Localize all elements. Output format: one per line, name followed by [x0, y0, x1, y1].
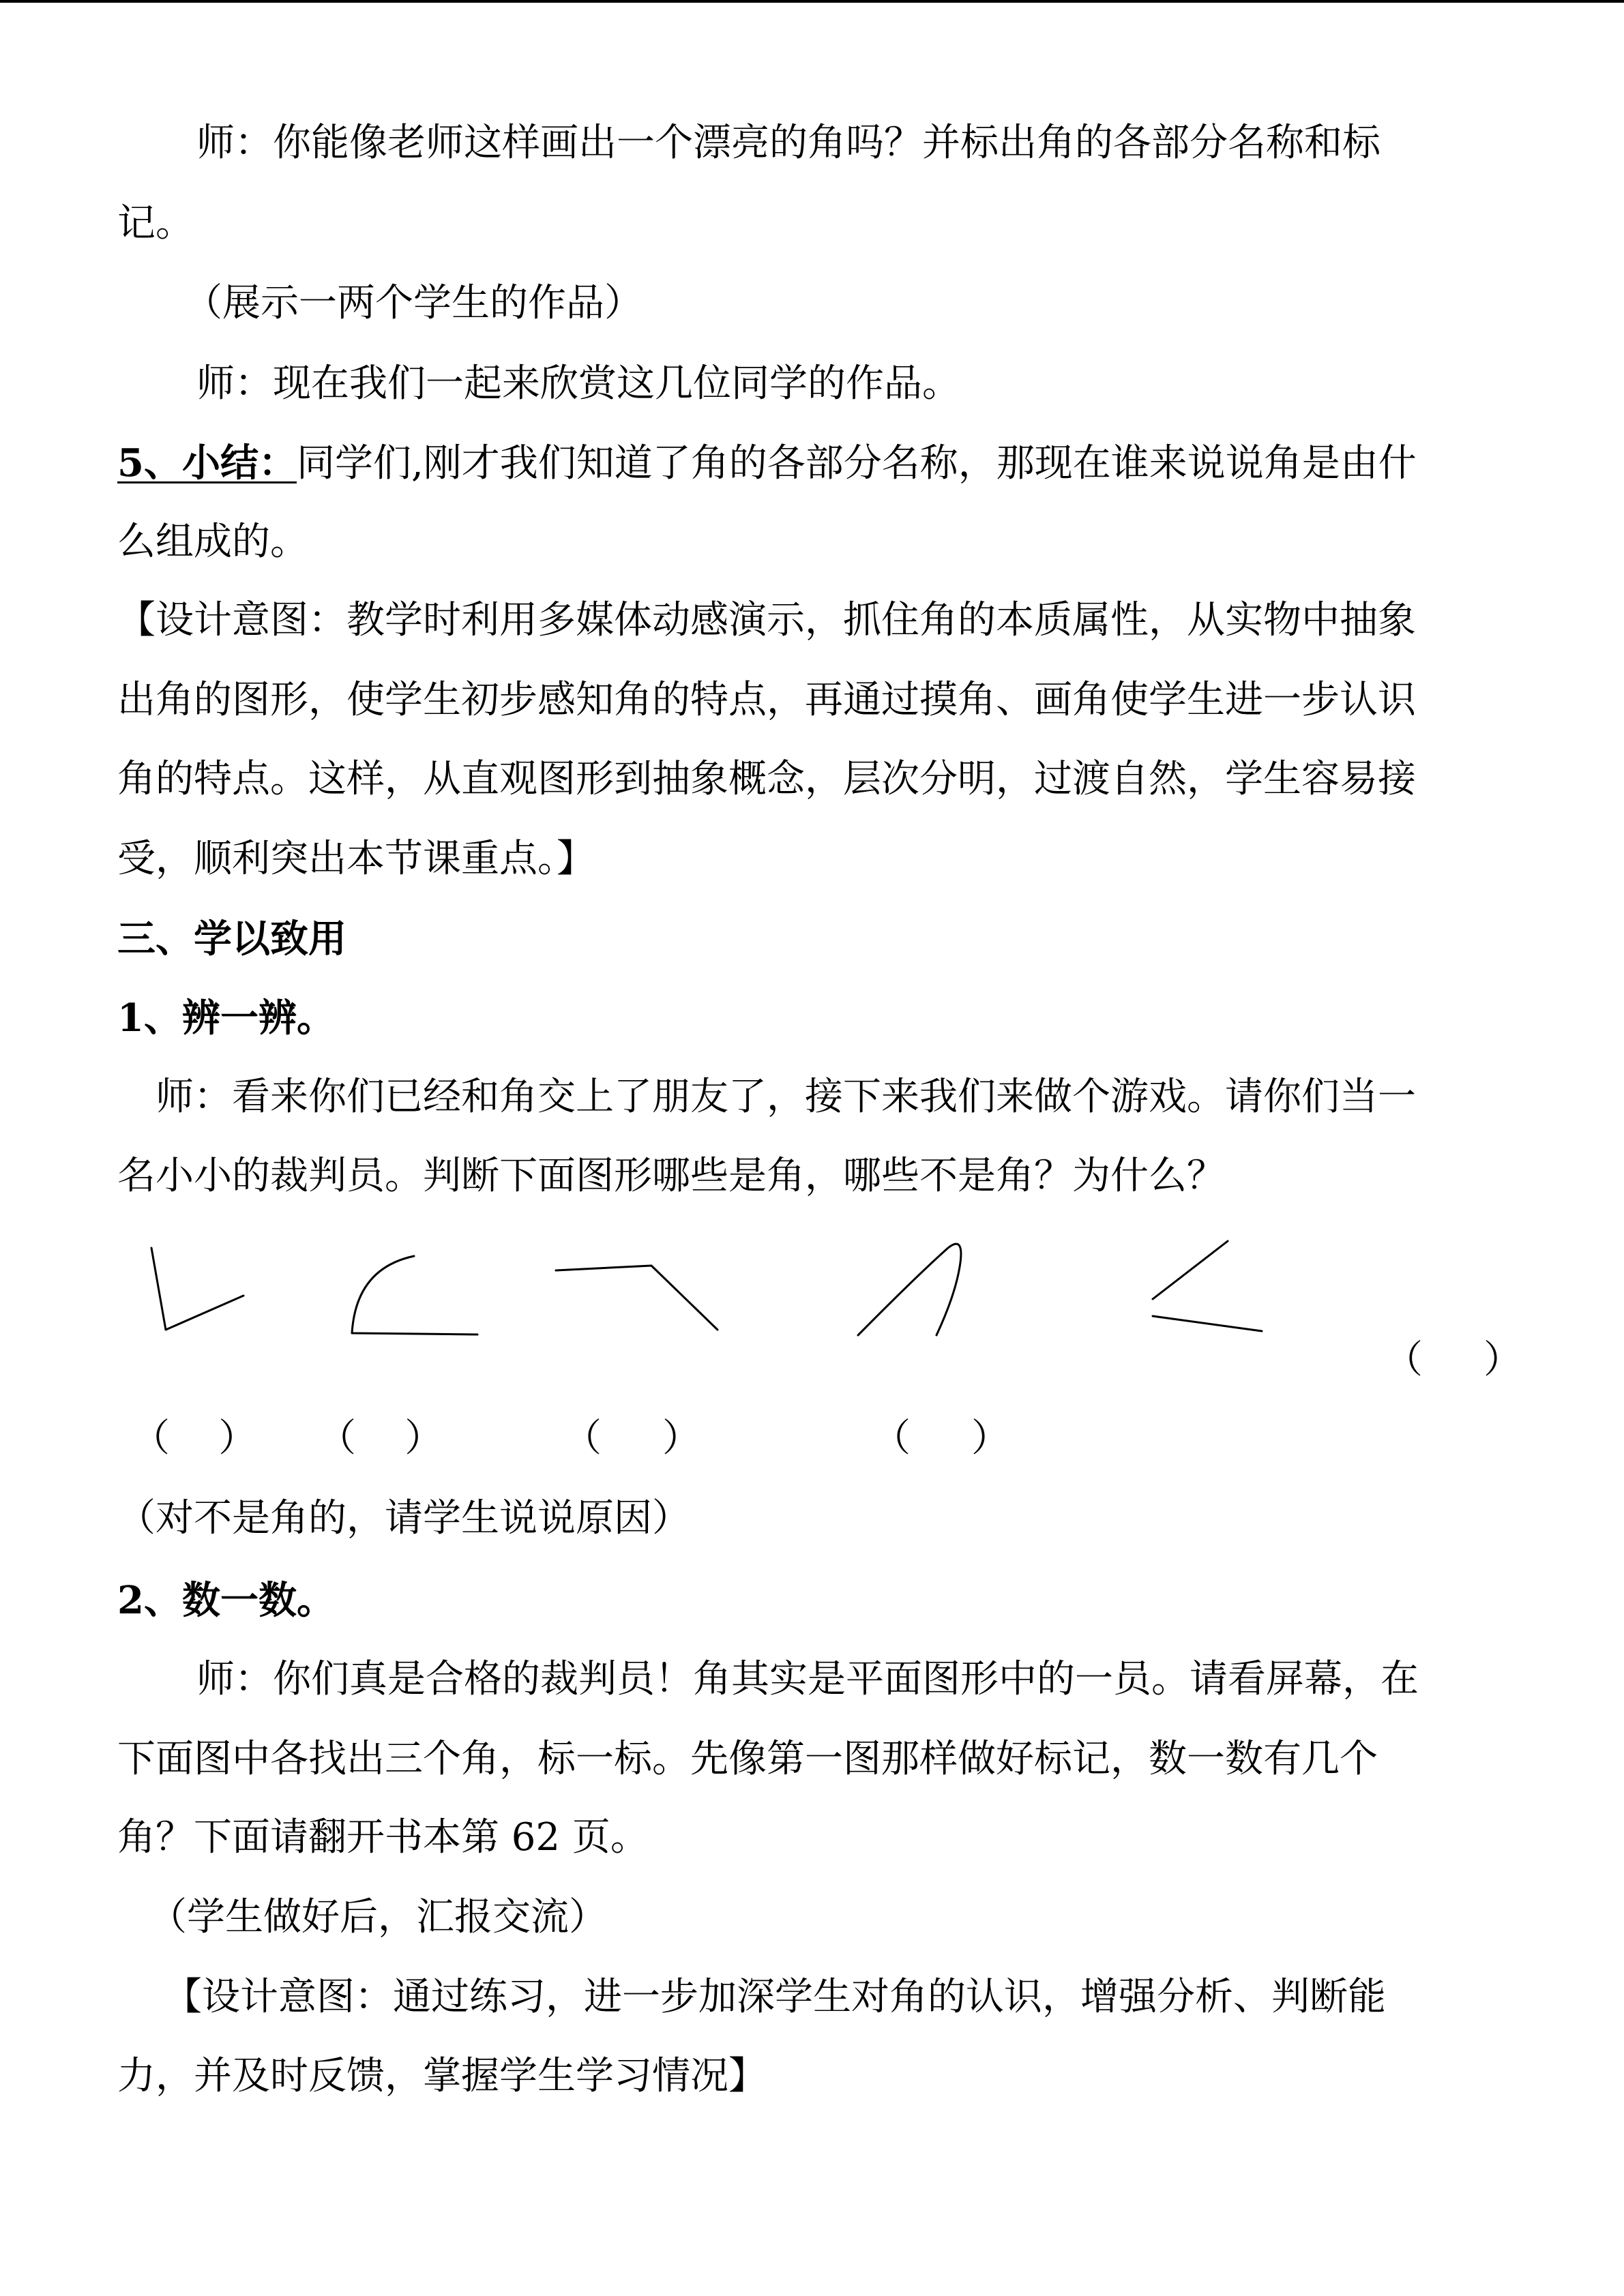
summary-line-2: 么组成的。 [117, 520, 308, 564]
open-polyline-figure [556, 1266, 718, 1330]
report-note: （学生做好后，汇报交流） [149, 1895, 607, 1939]
design-intent-2-line-2: 力，并及时反馈，掌握学生学习情况】 [117, 2054, 767, 2098]
design-intent-2-line-1: 【设计意图：通过练习，进一步加深学生对角的认识，增强分析、判断能 [164, 1975, 1386, 2019]
exercise-heading-2: 2、数一数。 [117, 1578, 335, 1623]
summary-text: 同学们,刚才我们知道了角的各部分名称，那现在谁来说说角是由什 [296, 441, 1417, 486]
summary-paragraph [117, 439, 1417, 488]
teacher-line-1-cont: 记。 [117, 201, 194, 245]
answer-blank-2[interactable]: （ ） [318, 1416, 443, 1461]
teacher-line-1: 师：你能像老师这样画出一个漂亮的角吗？并标出角的各部分名称和标 [196, 121, 1381, 165]
exercise-heading-1: 1、辨一辨。 [117, 996, 335, 1041]
exercise-2-line-3: 角？下面请翻开书本第 62 页。 [117, 1815, 649, 1860]
arch-figure [858, 1244, 961, 1335]
answer-blank-3[interactable]: （ ） [563, 1416, 701, 1461]
design-intent-1-line-2: 出角的图形，使学生初步感知角的特点，再通过摸角、画角使学生进一步认识 [117, 678, 1416, 722]
quarter-arc-figure [352, 1256, 477, 1335]
design-intent-1-line-3: 角的特点。这样，从直观图形到抽象概念，层次分明，过渡自然，学生容易接 [117, 757, 1416, 801]
exercise-2-line-2: 下面图中各找出三个角，标一标。先像第一图那样做好标记，数一数有几个 [117, 1737, 1378, 1781]
show-works-note: （展示一两个学生的作品） [184, 281, 643, 325]
teacher-line-2: 师：现在我们一起来欣赏这几位同学的作品。 [196, 361, 960, 406]
exercise-1-line-1: 师：看来你们已经和角交上了朋友了，接下来我们来做个游戏。请你们当一 [156, 1075, 1416, 1119]
reason-note: （对不是角的，请学生说说原因） [117, 1496, 690, 1540]
page-top-border [0, 0, 1624, 3]
angle-figure [151, 1248, 243, 1330]
exercise-1-line-2: 名小小的裁判员。判断下面图形哪些是角，哪些不是角？为什么？ [117, 1154, 1225, 1198]
answer-blank-1[interactable]: （ ） [132, 1416, 257, 1461]
design-intent-1-line-4: 受，顺利突出本节课重点。】 [117, 837, 595, 881]
answer-blank-5[interactable]: （ ） [1385, 1338, 1522, 1382]
section-heading-3: 三、学以致用 [117, 916, 346, 961]
unjoined-lines-figure [1153, 1241, 1262, 1331]
design-intent-1-line-1: 【设计意图：教学时利用多媒体动感演示，抓住角的本质属性，从实物中抽象 [117, 598, 1416, 642]
answer-blank-4[interactable]: （ ） [872, 1416, 1010, 1461]
summary-label: 5、小结： [117, 441, 297, 486]
angle-figures [0, 1214, 1624, 1350]
exercise-2-line-1: 师：你们真是合格的裁判员！角其实是平面图形中的一员。请看屏幕，在 [196, 1657, 1419, 1701]
